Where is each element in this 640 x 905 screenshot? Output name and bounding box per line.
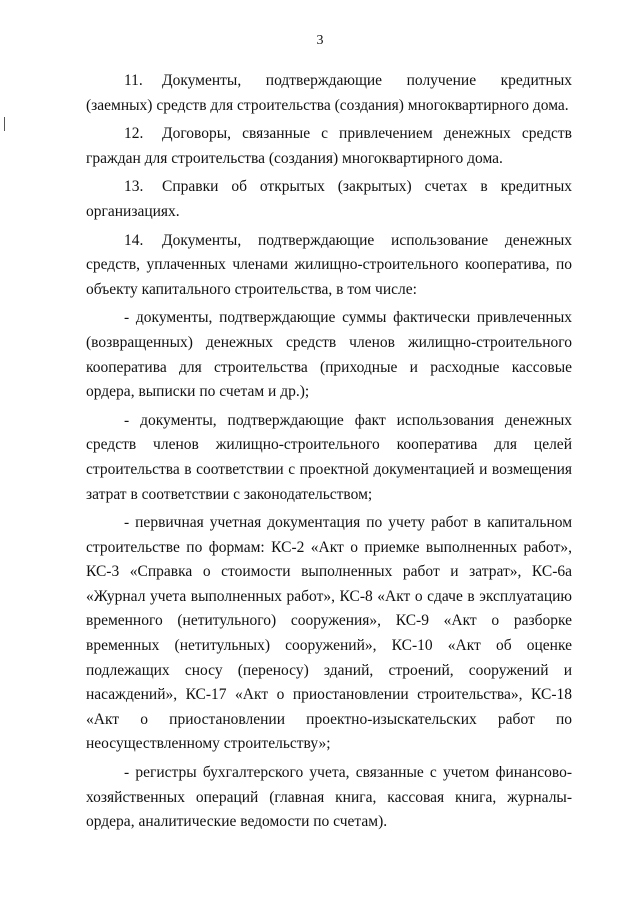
list-item-funds-documents	[86, 306, 572, 404]
paragraph-text: Справки об открытых (закрытых) счетах в кредитных организациях.	[86, 178, 572, 220]
list-item-primary-accounting	[86, 511, 572, 757]
paragraph-text: Документы, подтверждающие использование денежных средств, уплаченных членами жилищно-строительного кооператива, по объекту капитального строительства, в том числе:	[86, 231, 572, 298]
paragraph-12	[86, 122, 572, 171]
paragraph-text: Документы, подтверждающие получение кредитных (заемных) средств для строительства (создания) многоквартирного дома.	[86, 72, 572, 114]
list-item-accounting-registers	[86, 761, 572, 835]
margin-mark	[4, 117, 5, 131]
paragraph-number: 12.	[124, 125, 144, 143]
paragraph-number: 11.	[124, 72, 143, 89]
paragraph-11	[86, 69, 572, 118]
page-number: 3	[316, 33, 324, 48]
paragraph-13	[86, 175, 572, 224]
paragraph-text: Договоры, связанные с привлечением денежных средств граждан для строительства (создания) многоквартирного дома.	[86, 125, 572, 167]
list-item-usage-documents	[86, 409, 572, 507]
paragraph-14	[86, 229, 572, 303]
list-item-text: - документы, подтверждающие факт использования денежных средств членов жилищно-строительного кооператива для целей строительства в соответствии с проектной документацией и возмещения затрат в соответствии с законодательством;	[86, 411, 572, 503]
list-item-text: - документы, подтверждающие суммы фактически привлеченных (возвращенных) денежных средств членов жилищно-строительного кооператива для строительства (приходные и расходные кассовые ордера, выписки по счетам и др.);	[86, 309, 572, 401]
document-body	[86, 69, 572, 839]
list-item-text: - первичная учетная документация по учету работ в капитальном строительстве по формам: КС-2 «Акт о приемке выполненных работ», КС-3 «Справка о стоимости выполненных работ и затрат», КС-6а «Журнал учета выполненных работ», КС-8 «Акт о сдаче в эксплуатацию временного (нетитульного) сооружения», КС-9 «Акт о разборке временных (нетитульных) сооружений», КС-10 «Акт об оценке подлежащих сносу (переносу) зданий, строений, сооружений и насаждений», КС-17 «Акт о приостановлении строительства», КС-18 «Акт о приостановлении проектно-изыскательских работ по неосуществленному строительству»;	[86, 514, 572, 753]
paragraph-number: 13.	[124, 178, 144, 196]
list-item-text: - регистры бухгалтерского учета, связанные с учетом финансово-хозяйственных операций (главная книга, кассовая книга, журналы-ордера, аналитические ведомости по счетам).	[86, 764, 572, 831]
paragraph-number: 14.	[124, 231, 144, 249]
